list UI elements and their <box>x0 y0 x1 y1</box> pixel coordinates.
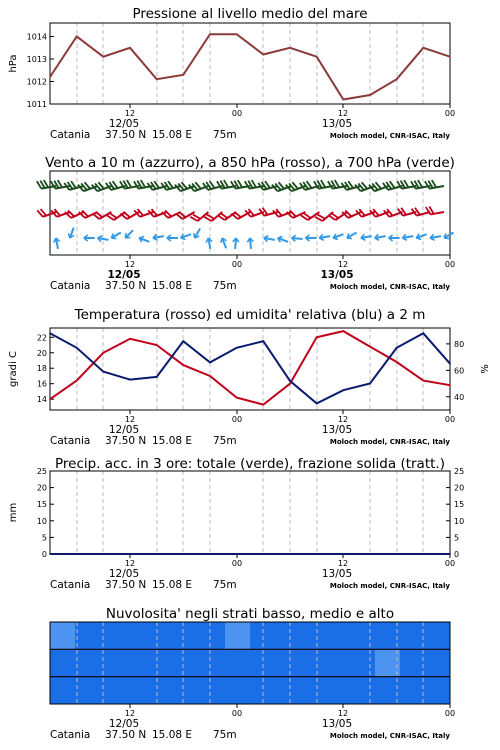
cloud-cell <box>50 622 76 649</box>
footer-lat: 37.50 N <box>105 579 147 591</box>
y-tick-label-right: 0 <box>454 550 460 559</box>
wind-barb <box>192 227 203 240</box>
y-tick-label: 25 <box>36 467 47 476</box>
temperature-line-point <box>49 398 51 400</box>
cloud-cell <box>50 677 76 704</box>
cloud-cell <box>150 649 176 676</box>
x-tick-label: 12 <box>124 109 136 118</box>
humidity-line-point <box>369 383 371 385</box>
footer-model: Moloch model, CNR-ISAC, Italy <box>329 283 450 291</box>
x-tick-label: 12 <box>337 415 349 424</box>
y-tick-label-right: 60 <box>454 366 465 376</box>
x-tick-label: 00 <box>444 709 456 718</box>
cloud-cell <box>425 622 451 649</box>
panel-title: Vento a 10 m (azzurro), a 850 hPa (rosso), a 700 hPa (verde) <box>45 155 455 171</box>
wind-barb <box>415 231 427 240</box>
pressure-line-point <box>236 33 238 35</box>
y-tick-label: 1011 <box>26 100 47 109</box>
pressure-line-point <box>396 78 398 80</box>
precip-line-point <box>423 553 425 555</box>
cloud-cell <box>175 649 201 676</box>
footer-elev: 75m <box>213 129 237 141</box>
temperature-line <box>50 331 450 405</box>
humidity-line-point <box>183 340 185 342</box>
y-tick-label-right: 5 <box>454 533 460 543</box>
wind-barb <box>355 178 375 192</box>
humidity-line-point <box>103 371 105 373</box>
humidity-line-point <box>449 363 451 365</box>
temperature-line-point <box>209 375 211 377</box>
cloud-cell <box>175 677 201 704</box>
precip-line-point <box>156 553 158 555</box>
humidity-line-point <box>396 347 398 349</box>
precip-line-point <box>103 553 105 555</box>
panel-wind <box>37 155 455 292</box>
wind-barb <box>134 204 153 217</box>
wind-barb <box>277 235 289 244</box>
pressure-line-point <box>263 54 265 56</box>
temperature-line-point <box>316 336 318 338</box>
pressure-line-point <box>103 56 105 58</box>
wind-barb <box>397 178 416 189</box>
footer-lon: 15.08 E <box>152 129 193 141</box>
cloud-cell <box>425 649 451 676</box>
humidity-line-point <box>289 380 291 382</box>
cloud-cell <box>225 677 251 704</box>
temperature-line-point <box>129 338 131 340</box>
panel-precip <box>8 456 464 591</box>
cloud-cell <box>350 677 376 704</box>
date-label: 13/05 <box>320 269 354 281</box>
panel-clouds <box>50 606 455 741</box>
x-tick-label: 12 <box>124 260 136 269</box>
footer-station: Catania <box>50 129 91 141</box>
y-tick-label: 22 <box>36 333 47 343</box>
precip-line-point <box>263 553 265 555</box>
x-tick-label: 00 <box>231 709 243 718</box>
cloud-cell <box>300 649 326 676</box>
date-label: 12/05 <box>108 118 140 130</box>
x-tick-label: 00 <box>444 559 456 568</box>
wind-barb <box>51 204 70 217</box>
wind-barb <box>426 204 444 215</box>
y-tick-label: 18 <box>36 364 47 374</box>
y-tick-label: 1013 <box>26 55 47 64</box>
cloud-cell <box>400 622 426 649</box>
precip-line-point <box>209 553 211 555</box>
precip-line-point <box>449 553 451 555</box>
x-tick-label: 12 <box>337 559 349 568</box>
temperature-line-point <box>103 352 105 354</box>
humidity-line <box>50 333 450 403</box>
y-tick-label-right: 10 <box>454 516 465 526</box>
footer-elev: 75m <box>213 280 237 292</box>
date-label: 13/05 <box>321 424 353 436</box>
cloud-cell <box>225 622 251 649</box>
cloud-cell <box>325 622 351 649</box>
precip-line-point <box>76 553 78 555</box>
y-axis-label: hPa <box>8 54 19 73</box>
pressure-line-point <box>449 56 451 58</box>
footer-model: Moloch model, CNR-ISAC, Italy <box>329 438 450 446</box>
cloud-cell <box>100 677 126 704</box>
wind-barb <box>84 235 95 241</box>
wind-barb <box>332 231 344 240</box>
precip-line-point <box>289 553 291 555</box>
date-label: 12/05 <box>108 424 140 436</box>
wind-barb <box>273 204 292 217</box>
cloud-cell <box>125 649 151 676</box>
y-tick-label-right: 80 <box>454 339 465 349</box>
pressure-line-point <box>129 47 131 49</box>
wind-barb <box>443 230 456 241</box>
date-label: 12/05 <box>108 568 140 580</box>
temperature-line-point <box>369 346 371 348</box>
wind-barb <box>218 205 237 221</box>
y-tick-label: 0 <box>41 550 47 559</box>
plot-frame <box>50 471 450 554</box>
cloud-cell <box>75 622 101 649</box>
cloud-cell <box>125 677 151 704</box>
wind-barb <box>259 204 277 216</box>
pressure-line-point <box>209 33 211 35</box>
wind-barb <box>356 204 375 217</box>
temperature-line-point <box>76 380 78 382</box>
footer-model: Moloch model, CNR-ISAC, Italy <box>329 732 450 740</box>
wind-barb <box>67 227 76 239</box>
wind-barb <box>291 235 302 242</box>
footer-lon: 15.08 E <box>152 579 193 591</box>
panel-temperature <box>8 307 491 447</box>
cloud-cell <box>200 622 226 649</box>
wind-barb <box>425 178 444 189</box>
panel-title: Pressione al livello medio del mare <box>132 6 368 22</box>
panel-title: Precip. acc. in 3 ore: totale (verde), frazione solida (tratt.) <box>55 456 445 472</box>
humidity-line-point <box>49 332 51 334</box>
y-tick-label-right: 40 <box>454 392 465 402</box>
temperature-line-point <box>396 361 398 363</box>
pressure-line-point <box>76 36 78 38</box>
pressure-line-point <box>316 56 318 58</box>
plot-frame <box>50 23 450 104</box>
wind-barb <box>370 204 389 217</box>
cloud-cell <box>50 649 76 676</box>
wind-barb <box>107 205 126 221</box>
cloud-cell <box>100 622 126 649</box>
date-label: 13/05 <box>321 718 353 730</box>
pressure-line <box>50 34 450 99</box>
humidity-line-point <box>423 332 425 334</box>
cloud-cell <box>75 677 101 704</box>
wind-barb <box>263 235 275 243</box>
cloud-cell <box>275 677 301 704</box>
x-tick-label: 12 <box>337 109 349 118</box>
footer-elev: 75m <box>213 579 237 591</box>
precip-line-point <box>49 553 51 555</box>
cloud-cell <box>300 622 326 649</box>
wind-barb <box>138 235 150 244</box>
humidity-line-point <box>236 347 238 349</box>
pressure-line-point <box>183 74 185 76</box>
wind-barb <box>305 235 316 241</box>
cloud-cell <box>200 677 226 704</box>
wind-barb <box>430 233 442 241</box>
footer-elev: 75m <box>213 729 237 741</box>
wind-barb <box>78 178 98 192</box>
date-label: 13/05 <box>321 118 353 130</box>
y-tick-label: 16 <box>36 379 47 389</box>
pressure-line-point <box>369 94 371 96</box>
footer-station: Catania <box>50 579 91 591</box>
cloud-cell <box>100 649 126 676</box>
wind-barb <box>93 205 112 220</box>
wind-barb <box>205 237 213 249</box>
footer-station: Catania <box>50 435 91 447</box>
wind-barb <box>110 230 123 241</box>
cloud-cell <box>275 649 301 676</box>
wind-barb <box>148 204 167 217</box>
date-label: 13/05 <box>321 568 353 580</box>
temperature-line-point <box>343 330 345 332</box>
temperature-line-point <box>183 364 185 366</box>
footer-station: Catania <box>50 280 91 292</box>
humidity-line-point <box>209 362 211 364</box>
precip-line-point <box>369 553 371 555</box>
plot-frame <box>50 328 450 410</box>
temperature-line-point <box>156 344 158 346</box>
cloud-cell <box>275 622 301 649</box>
wind-barb <box>53 237 61 249</box>
x-tick-label: 12 <box>124 709 136 718</box>
wind-barb <box>346 230 359 241</box>
cloud-cell <box>400 649 426 676</box>
y-axis-label-right: % <box>480 364 491 374</box>
footer-lat: 37.50 N <box>105 129 147 141</box>
wind-barb <box>232 238 239 249</box>
y-tick-label: 15 <box>36 500 47 510</box>
cloud-cell <box>75 649 101 676</box>
x-tick-label: 00 <box>231 415 243 424</box>
temperature-line-point <box>263 404 265 406</box>
precip-line-point <box>343 553 345 555</box>
x-tick-label: 00 <box>444 109 456 118</box>
humidity-line-point <box>316 403 318 405</box>
wind-barb <box>167 235 178 241</box>
cloud-cell <box>200 649 226 676</box>
date-label: 12/05 <box>107 269 141 281</box>
date-label: 12/05 <box>108 718 140 730</box>
y-axis-label: gradi C <box>8 351 19 387</box>
panel-pressure <box>8 6 455 141</box>
pressure-line-point <box>289 47 291 49</box>
y-tick-label: 14 <box>36 395 47 405</box>
humidity-line-point <box>343 389 345 391</box>
wind-barb <box>180 231 192 240</box>
precip-line-point <box>183 553 185 555</box>
footer-lat: 37.50 N <box>105 280 147 292</box>
cloud-cell <box>425 677 451 704</box>
wind-barb <box>123 228 135 240</box>
y-tick-label: 5 <box>41 533 47 543</box>
x-tick-label: 00 <box>444 415 456 424</box>
wind-barb <box>219 237 228 249</box>
y-axis-label: mm <box>8 502 19 523</box>
temperature-line-point <box>236 397 238 399</box>
precip-line-point <box>316 553 318 555</box>
temperature-line-point <box>423 380 425 382</box>
wind-barb <box>315 206 333 223</box>
y-tick-label: 1014 <box>26 32 47 42</box>
x-tick-label: 00 <box>231 559 243 568</box>
humidity-line-point <box>76 347 78 349</box>
cloud-cell <box>325 649 351 676</box>
pressure-line-point <box>423 47 425 49</box>
humidity-line-point <box>156 376 158 378</box>
y-tick-label-right: 20 <box>454 483 465 493</box>
precip-line-point <box>396 553 398 555</box>
wind-barb <box>272 178 292 192</box>
cloud-cell <box>225 649 251 676</box>
footer-lon: 15.08 E <box>152 280 193 292</box>
footer-station: Catania <box>50 729 91 741</box>
footer-lat: 37.50 N <box>105 435 147 447</box>
y-tick-label: 1012 <box>26 77 47 87</box>
precip-line-point <box>236 553 238 555</box>
panel-title: Nuvolosita' negli strati basso, medio e alto <box>105 606 395 622</box>
footer-lon: 15.08 E <box>152 435 193 447</box>
footer-lat: 37.50 N <box>105 729 147 741</box>
wind-barb <box>190 206 208 223</box>
x-tick-label: 12 <box>124 415 136 424</box>
wind-barb <box>402 233 414 241</box>
footer-model: Moloch model, CNR-ISAC, Italy <box>329 132 450 140</box>
pressure-line-point <box>343 99 345 101</box>
wind-barb <box>175 178 195 192</box>
cloud-cell <box>175 622 201 649</box>
footer-elev: 75m <box>213 435 237 447</box>
wind-barb <box>152 233 164 241</box>
footer-model: Moloch model, CNR-ISAC, Italy <box>329 582 450 590</box>
y-tick-label: 20 <box>36 348 47 358</box>
wind-barb <box>37 204 56 217</box>
x-tick-label: 00 <box>231 109 243 118</box>
panel-title: Temperatura (rosso) ed umidita' relativa (blu) a 2 m <box>74 307 426 323</box>
cloud-cell <box>125 622 151 649</box>
barb-shaft <box>198 212 209 221</box>
cloud-cell <box>300 677 326 704</box>
cloud-cell <box>150 622 176 649</box>
wind-barb <box>389 235 400 241</box>
x-tick-label: 12 <box>337 260 349 269</box>
pressure-line-point <box>49 76 51 78</box>
cloud-cell <box>350 622 376 649</box>
wind-barb <box>247 238 254 249</box>
y-tick-label: 20 <box>36 483 47 493</box>
x-tick-label: 00 <box>231 260 243 269</box>
cloud-cell <box>350 649 376 676</box>
cloud-cell <box>400 677 426 704</box>
y-tick-label-right: 15 <box>454 500 465 510</box>
cloud-cell <box>150 677 176 704</box>
pressure-line-point <box>156 78 158 80</box>
x-tick-label: 12 <box>124 559 136 568</box>
x-tick-label: 00 <box>444 260 456 269</box>
y-tick-label-right: 25 <box>454 467 465 476</box>
humidity-line-point <box>263 340 265 342</box>
precip-line-point <box>129 553 131 555</box>
footer-lon: 15.08 E <box>152 729 193 741</box>
cloud-cell <box>325 677 351 704</box>
wind-barb <box>374 233 386 241</box>
temperature-line-point <box>449 384 451 386</box>
temperature-line-point <box>289 383 291 385</box>
humidity-line-point <box>129 379 131 381</box>
wind-barb <box>319 233 331 241</box>
x-tick-label: 12 <box>337 709 349 718</box>
y-tick-label: 10 <box>36 516 47 526</box>
